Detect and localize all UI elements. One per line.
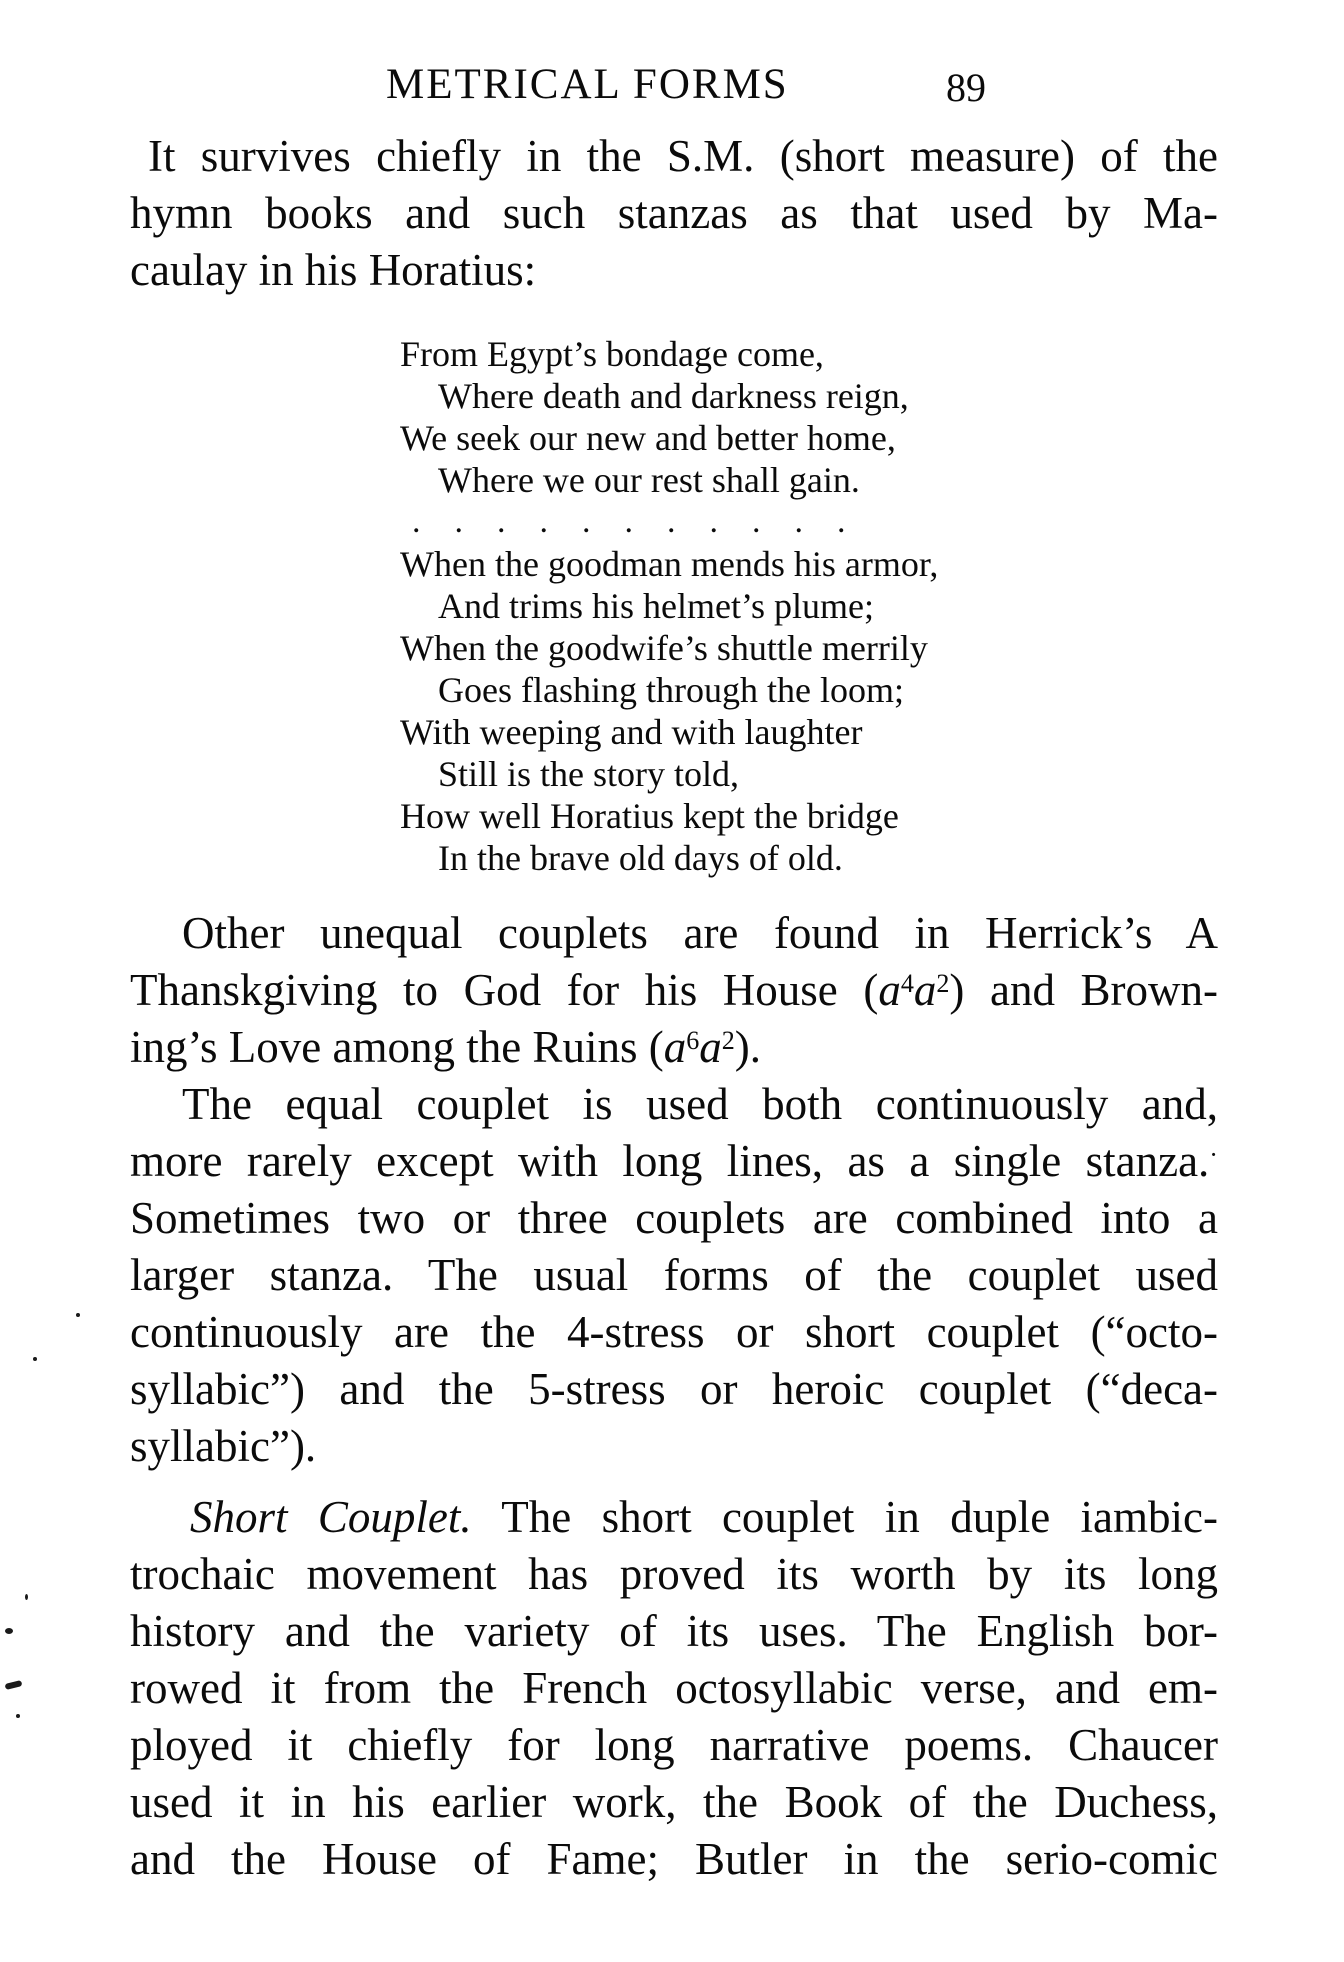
scan-speckle [76, 1313, 80, 1317]
text-line: caulay in his Horatius: [130, 245, 537, 295]
text-line: syllabic”). [130, 1421, 317, 1471]
text-line: history and the variety of its uses. The English bor- [130, 1606, 1218, 1656]
text-column [130, 128, 1218, 1888]
scan-speckle [33, 1357, 37, 1361]
text-line: larger stanza. The usual forms of the couplet used [130, 1250, 1218, 1300]
equal-couplet-paragraph [130, 1076, 1218, 1475]
text-line: It survives chiefly in the S.M. (short measure) of the [148, 131, 1218, 181]
verse-line: When the goodman mends his armor, [400, 544, 939, 584]
verse-line: From Egypt’s bondage come, [400, 334, 824, 374]
verse-line: Goes flashing through the loom; [438, 670, 904, 710]
verse-line: With weeping and with laughter [400, 712, 863, 752]
unequal-couplets-paragraph [130, 905, 1218, 1076]
text-line: hymn books and such stanzas as that used by Ma- [130, 188, 1218, 238]
verse-line: And trims his helmet’s plume; [438, 586, 874, 626]
scan-speckle [5, 1628, 13, 1634]
verse-line: In the brave old days of old. [438, 838, 843, 878]
text-line: and the House of Fame; Butler in the serio-comic [130, 1834, 1218, 1884]
verse-line: Still is the story told, [438, 754, 740, 794]
text-line: more rarely except with long lines, as a single stanza.· [130, 1136, 1218, 1186]
verse-line: Where we our rest shall gain. [438, 460, 860, 500]
running-head: METRICAL FORMS [386, 61, 789, 108]
text-line: ing’s Love among the Ruins $(a^6a^2)$. [130, 1022, 762, 1072]
scan-speckle [25, 1594, 28, 1600]
verse-line: When the goodwife’s shuttle merrily [400, 628, 928, 668]
short-couplet-paragraph [130, 1489, 1218, 1888]
text-line: Other unequal couplets are found in Herrick’s A [182, 908, 1218, 958]
scan-speckle [5, 1680, 23, 1690]
page-number: 89 [946, 65, 986, 110]
text-line: used it in his earlier work, the Book of the Duchess, [130, 1777, 1218, 1827]
text-line: Thanskgiving to God for his House $(a^4a^2)$ and Brown- [130, 965, 1218, 1015]
text-line: Short Couplet. The short couplet in duple iambic- [190, 1492, 1218, 1542]
dotted-leader-line: ........... [412, 503, 880, 540]
text-line: continuously are the 4-stress or short couplet (“octo- [130, 1307, 1218, 1357]
text-line: Sometimes two or three couplets are combined into a [130, 1193, 1218, 1243]
text-line: syllabic”) and the 5-stress or heroic couplet (“deca- [130, 1364, 1218, 1414]
text-line: rowed it from the French octosyllabic verse, and em- [130, 1663, 1218, 1713]
text-line: ployed it chiefly for long narrative poems. Chaucer [130, 1720, 1218, 1770]
intro-paragraph [130, 128, 1218, 299]
verse-line: How well Horatius kept the bridge [400, 796, 899, 836]
scan-speckle [16, 1714, 20, 1718]
verse-block [400, 333, 1218, 879]
text-line: The equal couplet is used both continuously and, [182, 1079, 1218, 1129]
text-line: trochaic movement has proved its worth by its long [130, 1549, 1218, 1599]
verse-line: Where death and darkness reign, [438, 376, 909, 416]
verse-line: We seek our new and better home, [400, 418, 896, 458]
